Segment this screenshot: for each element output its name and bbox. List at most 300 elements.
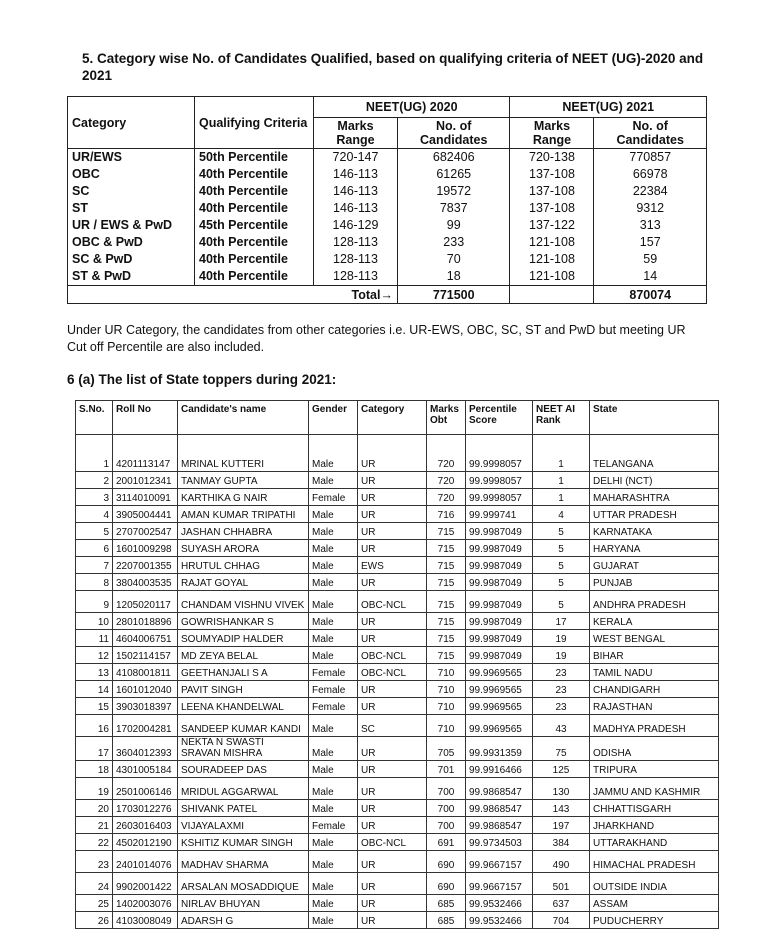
- cell-marks: 705: [427, 737, 466, 761]
- cell-marks: 720: [427, 435, 466, 472]
- cell-name: SOURADEEP DAS: [178, 761, 309, 778]
- cell-roll: 3114010091: [113, 489, 178, 506]
- cell-name: SUYASH ARORA: [178, 540, 309, 557]
- cell-gender: Male: [309, 647, 358, 664]
- cell-sno: 24: [76, 873, 113, 895]
- cell-rank: 5: [533, 574, 590, 591]
- col-neet2020: NEET(UG) 2020: [314, 97, 510, 118]
- cell-state: UTTARAKHAND: [590, 834, 719, 851]
- state-toppers-table: [75, 400, 719, 929]
- table-row: [76, 506, 719, 523]
- cell-category: UR: [358, 681, 427, 698]
- cell-marks: 720: [427, 489, 466, 506]
- cell-category: UR: [358, 800, 427, 817]
- cell-percentile: 99.9969565: [466, 681, 533, 698]
- cell-name: VIJAYALAXMI: [178, 817, 309, 834]
- cell-sno: 13: [76, 664, 113, 681]
- cell-sno: 22: [76, 834, 113, 851]
- cell-sno: 7: [76, 557, 113, 574]
- cell-rank: 130: [533, 778, 590, 800]
- cell-percentile: 99.9987049: [466, 630, 533, 647]
- cell-percentile: 99.9532466: [466, 912, 533, 929]
- cell-range2020: 720-147: [314, 149, 398, 167]
- cell-marks: 700: [427, 778, 466, 800]
- cell-name: RAJAT GOYAL: [178, 574, 309, 591]
- cell-name: SANDEEP KUMAR KANDI: [178, 715, 309, 737]
- qualified-table-body: [68, 149, 707, 286]
- cell-category: UR: [358, 630, 427, 647]
- table-row: [76, 817, 719, 834]
- cell-rank: 143: [533, 800, 590, 817]
- cell-name: MRIDUL AGGARWAL: [178, 778, 309, 800]
- cell-sno: 12: [76, 647, 113, 664]
- table-row: [68, 234, 707, 251]
- col-criteria: Qualifying Criteria: [195, 97, 314, 149]
- cell-percentile: 99.9987049: [466, 613, 533, 630]
- cell-cand2020: 61265: [397, 166, 510, 183]
- cell-category: SC: [358, 715, 427, 737]
- toppers-table-body: [76, 435, 719, 929]
- cell-sno: 1: [76, 435, 113, 472]
- cell-marks: 715: [427, 574, 466, 591]
- cell-criteria: 40th Percentile: [195, 183, 314, 200]
- cell-sno: 6: [76, 540, 113, 557]
- cell-percentile: 99.9987049: [466, 540, 533, 557]
- col-category: Category: [358, 401, 427, 435]
- cell-rank: 4: [533, 506, 590, 523]
- cell-rank: 19: [533, 630, 590, 647]
- cell-gender: Male: [309, 800, 358, 817]
- cell-category: SC & PwD: [68, 251, 195, 268]
- cell-roll: 2001012341: [113, 472, 178, 489]
- cell-rank: 43: [533, 715, 590, 737]
- cell-roll: 1703012276: [113, 800, 178, 817]
- cell-rank: 384: [533, 834, 590, 851]
- cell-marks: 701: [427, 761, 466, 778]
- table-row: [68, 217, 707, 234]
- cell-cand2021: 66978: [594, 166, 707, 183]
- cell-rank: 5: [533, 591, 590, 613]
- cell-roll: 9902001422: [113, 873, 178, 895]
- cell-gender: Female: [309, 489, 358, 506]
- cell-cand2020: 99: [397, 217, 510, 234]
- ur-category-note: Under UR Category, the candidates from other categories i.e. UR-EWS, OBC, SC, ST and PwD but meeting UR Cut off Percentile are also included.: [67, 323, 686, 354]
- cell-marks: 715: [427, 557, 466, 574]
- cell-category: UR: [358, 489, 427, 506]
- cell-state: GUJARAT: [590, 557, 719, 574]
- cell-percentile: 99.9998057: [466, 435, 533, 472]
- cell-percentile: 99.9987049: [466, 574, 533, 591]
- cell-sno: 15: [76, 698, 113, 715]
- cell-category: OBC-NCL: [358, 647, 427, 664]
- cell-percentile: 99.9734503: [466, 834, 533, 851]
- cell-category: UR: [358, 540, 427, 557]
- cell-state: UTTAR PRADESH: [590, 506, 719, 523]
- cell-range2021: 720-138: [510, 149, 594, 167]
- cell-gender: Male: [309, 912, 358, 929]
- cell-cand2020: 233: [397, 234, 510, 251]
- cell-range2020: 146-129: [314, 217, 398, 234]
- cell-cand2020: 70: [397, 251, 510, 268]
- cell-rank: 704: [533, 912, 590, 929]
- cell-name: KARTHIKA G NAIR: [178, 489, 309, 506]
- cell-percentile: 99.9987049: [466, 647, 533, 664]
- cell-marks: 715: [427, 591, 466, 613]
- cell-marks: 715: [427, 630, 466, 647]
- cell-gender: Male: [309, 472, 358, 489]
- cell-range2021: 137-108: [510, 183, 594, 200]
- cell-percentile: 99.9532466: [466, 895, 533, 912]
- col-marks-range-2020: Marks Range: [314, 118, 398, 149]
- table-row: [76, 647, 719, 664]
- table-row: [68, 251, 707, 268]
- table-row: [76, 613, 719, 630]
- cell-category: UR: [358, 435, 427, 472]
- table-row: [76, 557, 719, 574]
- cell-category: UR: [358, 761, 427, 778]
- cell-category: OBC-NCL: [358, 834, 427, 851]
- cell-rank: 5: [533, 557, 590, 574]
- cell-gender: Male: [309, 540, 358, 557]
- cell-roll: 2501006146: [113, 778, 178, 800]
- cell-gender: Male: [309, 574, 358, 591]
- cell-rank: 17: [533, 613, 590, 630]
- cell-rank: 23: [533, 664, 590, 681]
- cell-state: ANDHRA PRADESH: [590, 591, 719, 613]
- cell-category: OBC-NCL: [358, 664, 427, 681]
- cell-name: ADARSH G: [178, 912, 309, 929]
- cell-category: OBC & PwD: [68, 234, 195, 251]
- cell-roll: 4301005184: [113, 761, 178, 778]
- cell-percentile: 99.9868547: [466, 778, 533, 800]
- cell-name: HRUTUL CHHAG: [178, 557, 309, 574]
- col-sno: S.No.: [76, 401, 113, 435]
- cell-marks: 710: [427, 715, 466, 737]
- cell-criteria: 40th Percentile: [195, 234, 314, 251]
- cell-sno: 5: [76, 523, 113, 540]
- cell-category: EWS: [358, 557, 427, 574]
- cell-category: UR: [358, 737, 427, 761]
- table-row: [76, 912, 719, 929]
- col-candidates-2021: No. of Candidates: [594, 118, 707, 149]
- cell-name: SOUMYADIP HALDER: [178, 630, 309, 647]
- cell-name: LEENA KHANDELWAL: [178, 698, 309, 715]
- cell-range2021: 121-108: [510, 234, 594, 251]
- cell-roll: 1601012040: [113, 681, 178, 698]
- table-row: [76, 834, 719, 851]
- col-gender: Gender: [309, 401, 358, 435]
- cell-roll: 1502114157: [113, 647, 178, 664]
- cell-roll: 4201113147: [113, 435, 178, 472]
- col-rank: NEET AI Rank: [533, 401, 590, 435]
- cell-state: DELHI (NCT): [590, 472, 719, 489]
- cell-rank: 1: [533, 435, 590, 472]
- cell-category: UR: [358, 523, 427, 540]
- cell-marks: 690: [427, 851, 466, 873]
- total-spacer: [510, 286, 594, 304]
- cell-roll: 1601009298: [113, 540, 178, 557]
- cell-category: OBC: [68, 166, 195, 183]
- cell-cand2021: 59: [594, 251, 707, 268]
- cell-gender: Male: [309, 851, 358, 873]
- cell-sno: 25: [76, 895, 113, 912]
- cell-range2020: 146-113: [314, 166, 398, 183]
- table-row: [76, 591, 719, 613]
- table-row: [76, 873, 719, 895]
- cell-rank: 75: [533, 737, 590, 761]
- cell-percentile: 99.9969565: [466, 664, 533, 681]
- cell-rank: 19: [533, 647, 590, 664]
- table-row: [76, 472, 719, 489]
- cell-range2020: 146-113: [314, 200, 398, 217]
- cell-category: UR / EWS & PwD: [68, 217, 195, 234]
- cell-gender: Male: [309, 737, 358, 761]
- cell-state: JHARKHAND: [590, 817, 719, 834]
- cell-cand2021: 14: [594, 268, 707, 286]
- table-row: [76, 681, 719, 698]
- qualified-candidates-table: [67, 96, 707, 304]
- cell-marks: 715: [427, 540, 466, 557]
- cell-category: UR: [358, 574, 427, 591]
- cell-category: ST: [68, 200, 195, 217]
- cell-roll: 3903018397: [113, 698, 178, 715]
- cell-gender: Male: [309, 630, 358, 647]
- table-row: [68, 183, 707, 200]
- cell-roll: 2401014076: [113, 851, 178, 873]
- cell-category: UR: [358, 778, 427, 800]
- cell-category: UR: [358, 895, 427, 912]
- table-row: [76, 698, 719, 715]
- cell-state: MADHYA PRADESH: [590, 715, 719, 737]
- cell-category: UR: [358, 912, 427, 929]
- cell-gender: Male: [309, 523, 358, 540]
- cell-marks: 716: [427, 506, 466, 523]
- table-row: [76, 435, 719, 472]
- total-label: Total→: [68, 286, 398, 304]
- cell-range2020: 128-113: [314, 268, 398, 286]
- cell-criteria: 40th Percentile: [195, 166, 314, 183]
- cell-state: HARYANA: [590, 540, 719, 557]
- cell-roll: 4103008049: [113, 912, 178, 929]
- cell-name: ARSALAN MOSADDIQUE: [178, 873, 309, 895]
- cell-category: UR: [358, 506, 427, 523]
- cell-sno: 11: [76, 630, 113, 647]
- cell-name: AMAN KUMAR TRIPATHI: [178, 506, 309, 523]
- cell-rank: 1: [533, 472, 590, 489]
- cell-category: SC: [68, 183, 195, 200]
- cell-marks: 710: [427, 698, 466, 715]
- cell-cand2021: 770857: [594, 149, 707, 167]
- cell-cand2020: 682406: [397, 149, 510, 167]
- cell-sno: 23: [76, 851, 113, 873]
- cell-category: UR: [358, 851, 427, 873]
- cell-marks: 715: [427, 647, 466, 664]
- cell-name: GOWRISHANKAR S: [178, 613, 309, 630]
- cell-percentile: 99.999741: [466, 506, 533, 523]
- cell-gender: Female: [309, 817, 358, 834]
- cell-marks: 720: [427, 472, 466, 489]
- cell-name: MRINAL KUTTERI: [178, 435, 309, 472]
- cell-gender: Male: [309, 895, 358, 912]
- cell-state: TELANGANA: [590, 435, 719, 472]
- cell-cand2021: 9312: [594, 200, 707, 217]
- cell-rank: 5: [533, 540, 590, 557]
- cell-roll: 1702004281: [113, 715, 178, 737]
- cell-roll: 3905004441: [113, 506, 178, 523]
- cell-state: WEST BENGAL: [590, 630, 719, 647]
- cell-cand2020: 7837: [397, 200, 510, 217]
- cell-sno: 10: [76, 613, 113, 630]
- table-row: [68, 149, 707, 167]
- cell-cand2020: 19572: [397, 183, 510, 200]
- cell-category: UR: [358, 817, 427, 834]
- cell-sno: 2: [76, 472, 113, 489]
- col-neet2021: NEET(UG) 2021: [510, 97, 707, 118]
- cell-sno: 17: [76, 737, 113, 761]
- cell-gender: Female: [309, 664, 358, 681]
- cell-marks: 700: [427, 817, 466, 834]
- cell-percentile: 99.9987049: [466, 557, 533, 574]
- cell-roll: 2707002547: [113, 523, 178, 540]
- cell-range2021: 137-122: [510, 217, 594, 234]
- table-row: [76, 895, 719, 912]
- cell-state: HIMACHAL PRADESH: [590, 851, 719, 873]
- table-row: [76, 778, 719, 800]
- cell-state: PUNJAB: [590, 574, 719, 591]
- cell-cand2021: 157: [594, 234, 707, 251]
- cell-percentile: 99.9969565: [466, 698, 533, 715]
- cell-name: CHANDAM VISHNU VIVEK: [178, 591, 309, 613]
- cell-name: MD ZEYA BELAL: [178, 647, 309, 664]
- cell-rank: 501: [533, 873, 590, 895]
- cell-state: TAMIL NADU: [590, 664, 719, 681]
- cell-roll: 2207001355: [113, 557, 178, 574]
- cell-range2021: 121-108: [510, 251, 594, 268]
- cell-percentile: 99.9998057: [466, 472, 533, 489]
- cell-sno: 20: [76, 800, 113, 817]
- cell-state: KERALA: [590, 613, 719, 630]
- cell-criteria: 50th Percentile: [195, 149, 314, 167]
- cell-category: UR: [358, 472, 427, 489]
- cell-percentile: 99.9969565: [466, 715, 533, 737]
- cell-gender: Male: [309, 778, 358, 800]
- cell-rank: 1: [533, 489, 590, 506]
- cell-gender: Male: [309, 506, 358, 523]
- cell-range2020: 128-113: [314, 234, 398, 251]
- cell-rank: 197: [533, 817, 590, 834]
- cell-state: CHHATTISGARH: [590, 800, 719, 817]
- cell-name: SHIVANK PATEL: [178, 800, 309, 817]
- cell-cand2021: 22384: [594, 183, 707, 200]
- cell-rank: 125: [533, 761, 590, 778]
- cell-marks: 685: [427, 895, 466, 912]
- cell-percentile: 99.9868547: [466, 800, 533, 817]
- table-row: [76, 851, 719, 873]
- table-row: [76, 715, 719, 737]
- cell-sno: 16: [76, 715, 113, 737]
- cell-sno: 21: [76, 817, 113, 834]
- cell-range2021: 121-108: [510, 268, 594, 286]
- table-row: [68, 166, 707, 183]
- col-marks: Marks Obt: [427, 401, 466, 435]
- cell-name: JASHAN CHHABRA: [178, 523, 309, 540]
- cell-sno: 18: [76, 761, 113, 778]
- cell-percentile: 99.9667157: [466, 873, 533, 895]
- cell-percentile: 99.9931359: [466, 737, 533, 761]
- cell-state: BIHAR: [590, 647, 719, 664]
- cell-cand2021: 313: [594, 217, 707, 234]
- cell-criteria: 40th Percentile: [195, 251, 314, 268]
- table-row: [76, 574, 719, 591]
- cell-rank: 490: [533, 851, 590, 873]
- col-roll: Roll No: [113, 401, 178, 435]
- cell-roll: 4502012190: [113, 834, 178, 851]
- cell-name: MADHAV SHARMA: [178, 851, 309, 873]
- col-category: Category: [68, 97, 195, 149]
- cell-criteria: 40th Percentile: [195, 268, 314, 286]
- table-row: [76, 523, 719, 540]
- col-name: Candidate's name: [178, 401, 309, 435]
- cell-marks: 700: [427, 800, 466, 817]
- cell-name: TANMAY GUPTA: [178, 472, 309, 489]
- cell-range2020: 128-113: [314, 251, 398, 268]
- section5-title: 5. Category wise No. of Candidates Qualified, based on qualifying criteria of NEET (UG)-2020 and 2021: [82, 51, 704, 83]
- cell-category: UR: [358, 613, 427, 630]
- cell-gender: Female: [309, 698, 358, 715]
- col-percentile: Percentile Score: [466, 401, 533, 435]
- cell-marks: 691: [427, 834, 466, 851]
- cell-roll: 4604006751: [113, 630, 178, 647]
- cell-roll: 2801018896: [113, 613, 178, 630]
- cell-gender: Male: [309, 591, 358, 613]
- table-row: [76, 800, 719, 817]
- cell-sno: 8: [76, 574, 113, 591]
- cell-percentile: 99.9868547: [466, 817, 533, 834]
- cell-roll: 3804003535: [113, 574, 178, 591]
- cell-roll: 4108001811: [113, 664, 178, 681]
- cell-percentile: 99.9916466: [466, 761, 533, 778]
- cell-state: RAJASTHAN: [590, 698, 719, 715]
- table-row: [76, 761, 719, 778]
- cell-gender: Male: [309, 715, 358, 737]
- cell-category: OBC-NCL: [358, 591, 427, 613]
- cell-criteria: 40th Percentile: [195, 200, 314, 217]
- cell-percentile: 99.9998057: [466, 489, 533, 506]
- cell-state: KARNATAKA: [590, 523, 719, 540]
- cell-state: ODISHA: [590, 737, 719, 761]
- cell-percentile: 99.9667157: [466, 851, 533, 873]
- cell-rank: 23: [533, 698, 590, 715]
- cell-state: OUTSIDE INDIA: [590, 873, 719, 895]
- cell-state: JAMMU AND KASHMIR: [590, 778, 719, 800]
- table-row: [76, 489, 719, 506]
- cell-sno: 26: [76, 912, 113, 929]
- cell-marks: 710: [427, 681, 466, 698]
- cell-state: MAHARASHTRA: [590, 489, 719, 506]
- cell-gender: Male: [309, 557, 358, 574]
- cell-category: UR: [358, 873, 427, 895]
- cell-name: KSHITIZ KUMAR SINGH: [178, 834, 309, 851]
- cell-range2021: 137-108: [510, 166, 594, 183]
- cell-rank: 5: [533, 523, 590, 540]
- cell-state: TRIPURA: [590, 761, 719, 778]
- cell-state: ASSAM: [590, 895, 719, 912]
- table-row: [68, 200, 707, 217]
- cell-gender: Male: [309, 435, 358, 472]
- cell-sno: 19: [76, 778, 113, 800]
- col-state: State: [590, 401, 719, 435]
- cell-category: ST & PwD: [68, 268, 195, 286]
